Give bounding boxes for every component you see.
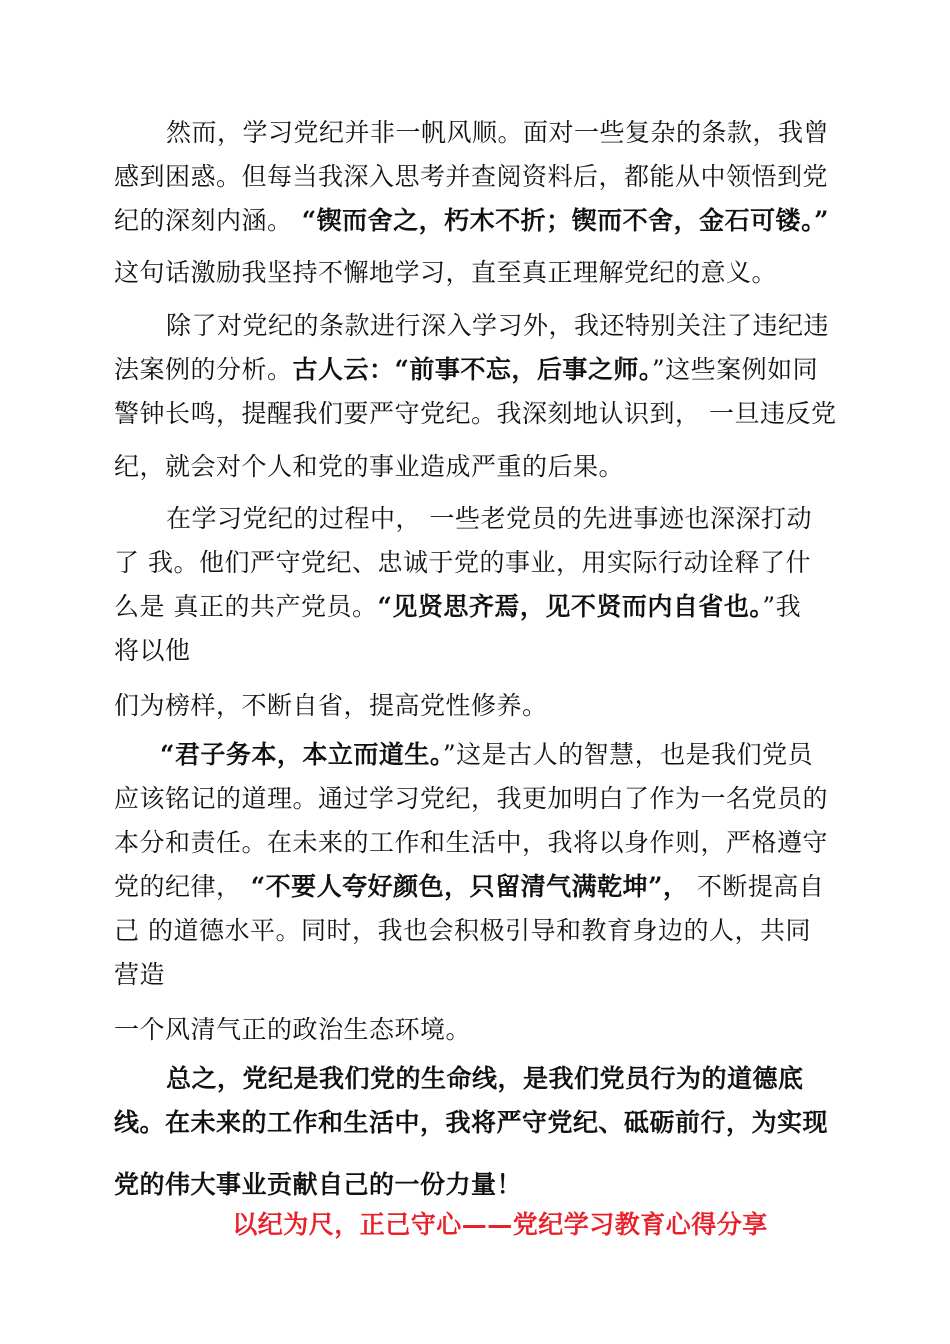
text-run: 法案例的分析。 (114, 355, 293, 384)
bold-quote-run: 古人云：“前事不忘，后事之师。 (292, 355, 652, 384)
text-line (166, 502, 812, 536)
document-title: 以纪为尺，正己守心——党纪学习教育心得分享 (232, 1210, 768, 1239)
text-line (114, 353, 818, 387)
bold-quote-run: 党的伟大事业贡献自己的一份力量！ (114, 1170, 523, 1199)
text-line (114, 590, 801, 624)
bold-quote-run: “锲而舍之，朽木不折；锲而不舍，金石可镂。” (292, 206, 829, 235)
text-line (114, 397, 836, 431)
text-line (114, 160, 828, 194)
text-line (166, 1062, 804, 1096)
text-line (114, 914, 811, 948)
bold-quote-run: “君子务本，本立而道生。 (160, 740, 443, 769)
text-run: 警钟长鸣，提醒我们要严守党纪。我深刻地认识到， 一旦违反党 (114, 399, 837, 428)
text-line (114, 826, 828, 860)
text-run: 将以他 (114, 636, 191, 665)
text-run: 了 我。他们严守党纪、忠诚于党的事业，用实际行动诠释了什 (114, 548, 811, 577)
text-run: 应该铭记的道理。通过学习党纪，我更加明白了作为一名党员的 (114, 784, 829, 813)
text-run: 感到困惑。但每当我深入思考并查阅资料后，都能从中领悟到党 (114, 162, 829, 191)
text-line (114, 1106, 828, 1140)
text-run: 不断提高自 (688, 872, 825, 901)
bold-quote-run: 线。在未来的工作和生活中，我将严守党纪、砥砺前行，为实现 (114, 1108, 829, 1137)
text-run: 在学习党纪的过程中， 一些老党员的先进事迹也深深打动 (166, 504, 812, 533)
text-run: 么是 真正的共产党员。 (114, 592, 378, 621)
text-line (114, 689, 548, 723)
text-run: 党的纪律， (114, 872, 242, 901)
text-line (166, 116, 829, 150)
text-line (114, 204, 829, 238)
text-line (114, 782, 828, 816)
text-line (114, 1168, 522, 1202)
text-line (114, 958, 165, 992)
text-run: 然而，学习党纪并非一帆风顺。面对一些复杂的条款，我曾 (166, 118, 830, 147)
text-run: ”这是古人的智慧，也是我们党员 (442, 740, 814, 769)
text-run: 纪，就会对个人和党的事业造成严重的后果。 (114, 452, 625, 481)
text-run: 本分和责任。在未来的工作和生活中，我将以身作则，严格遵守 (114, 828, 829, 857)
text-run: 们为榜样，不断自省，提高党性修养。 (114, 691, 548, 720)
text-line (166, 309, 829, 343)
bold-quote-run: 总之，党纪是我们党的生命线，是我们党员行为的道德底 (166, 1064, 804, 1093)
bold-quote-run: “不要人夸好颜色，只留清气满乾坤”， (241, 872, 689, 901)
bold-quote-run: “见贤思齐焉，见不贤而内自省也。 (377, 592, 763, 621)
text-line (114, 450, 624, 484)
text-run: 己 的道德水平。同时，我也会积极引导和教育身边的人，共同 (114, 916, 811, 945)
text-line (114, 1013, 471, 1047)
text-run: 这句话激励我坚持不懈地学习，直至真正理解党纪的意义。 (114, 258, 778, 287)
text-line (114, 870, 824, 904)
text-line (114, 256, 777, 290)
text-run: 纪的深刻内涵。 (114, 206, 293, 235)
text-run: 营造 (114, 960, 166, 989)
text-line (160, 738, 813, 772)
text-line (114, 546, 811, 580)
text-line (114, 634, 191, 668)
text-run: 一个风清气正的政治生态环境。 (114, 1015, 472, 1044)
text-run: ”我 (762, 592, 802, 621)
text-run: 除了对党纪的条款进行深入学习外，我还特别关注了违纪违 (166, 311, 830, 340)
text-run: ”这些案例如同 (651, 355, 819, 384)
